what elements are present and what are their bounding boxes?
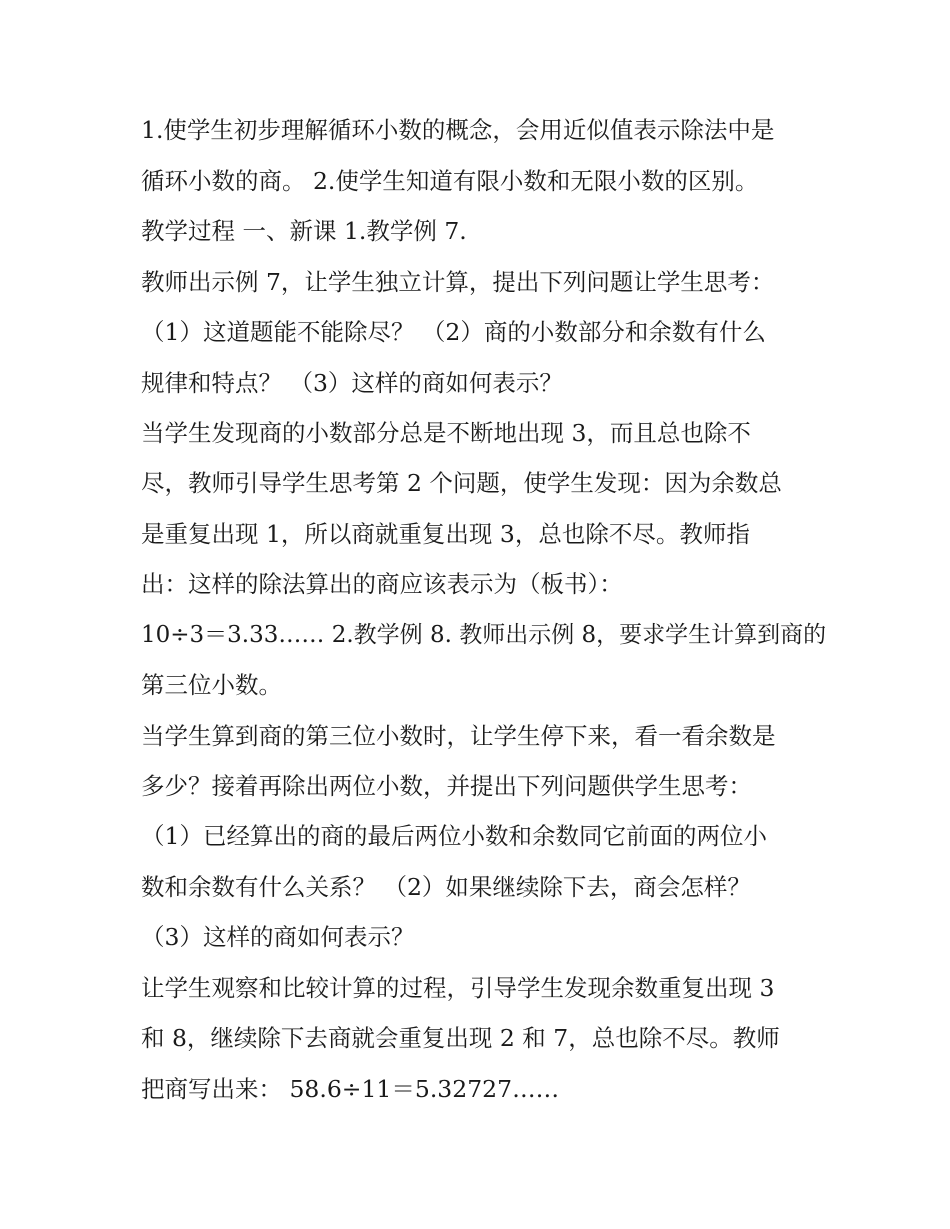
text-line: 10÷3＝3.33…… 2.教学例 8. 教师出示例 8，要求学生计算到商的 <box>141 622 827 648</box>
text-line: （3）这样的商如何表示？ <box>141 923 415 951</box>
text-line: 规律和特点？ （3）这样的商如何表示？ <box>141 369 563 397</box>
text-line: 尽，教师引导学生思考第 2 个问题，使学生发现：因为余数总 <box>141 469 782 497</box>
text-line: 教师出示例 7，让学生独立计算，提出下列问题让学生思考： <box>141 268 775 296</box>
text-line: 循环小数的商。 2.使学生知道有限小数和无限小数的区别。 <box>141 167 759 195</box>
text-line: 让学生观察和比较计算的过程，引导学生发现余数重复出现 3 <box>141 974 775 1002</box>
text-line: 教学过程 一、新课 1.教学例 7. <box>141 217 467 245</box>
text-line: 当学生发现商的小数部分总是不断地出现 3，而且总也除不 <box>141 419 751 447</box>
text-line: 当学生算到商的第三位小数时，让学生停下来，看一看余数是 <box>141 722 776 750</box>
text-line: 第三位小数。 <box>141 671 282 699</box>
text-line: （1）已经算出的商的最后两位小数和余数同它前面的两位小 <box>141 822 767 850</box>
text-line: （1）这道题能不能除尽？ （2）商的小数部分和余数有什么 <box>141 318 766 346</box>
text-line: 出：这样的除法算出的商应该表示为（板书）： <box>141 570 623 598</box>
text-line: 多少？接着再除出两位小数，并提出下列问题供学生思考： <box>141 772 752 800</box>
text-line: 把商写出来： 58.6÷11＝5.32727…… <box>141 1075 560 1103</box>
text-line: 是重复出现 1，所以商就重复出现 3，总也除不尽。教师指 <box>141 520 750 548</box>
text-line: 数和余数有什么关系？ （2）如果继续除下去，商会怎样？ <box>141 873 751 901</box>
text-line: 1.使学生初步理解循环小数的概念，会用近似值表示除法中是 <box>141 116 775 144</box>
text-line: 和 8，继续除下去商就会重复出现 2 和 7，总也除不尽。教师 <box>141 1024 780 1052</box>
